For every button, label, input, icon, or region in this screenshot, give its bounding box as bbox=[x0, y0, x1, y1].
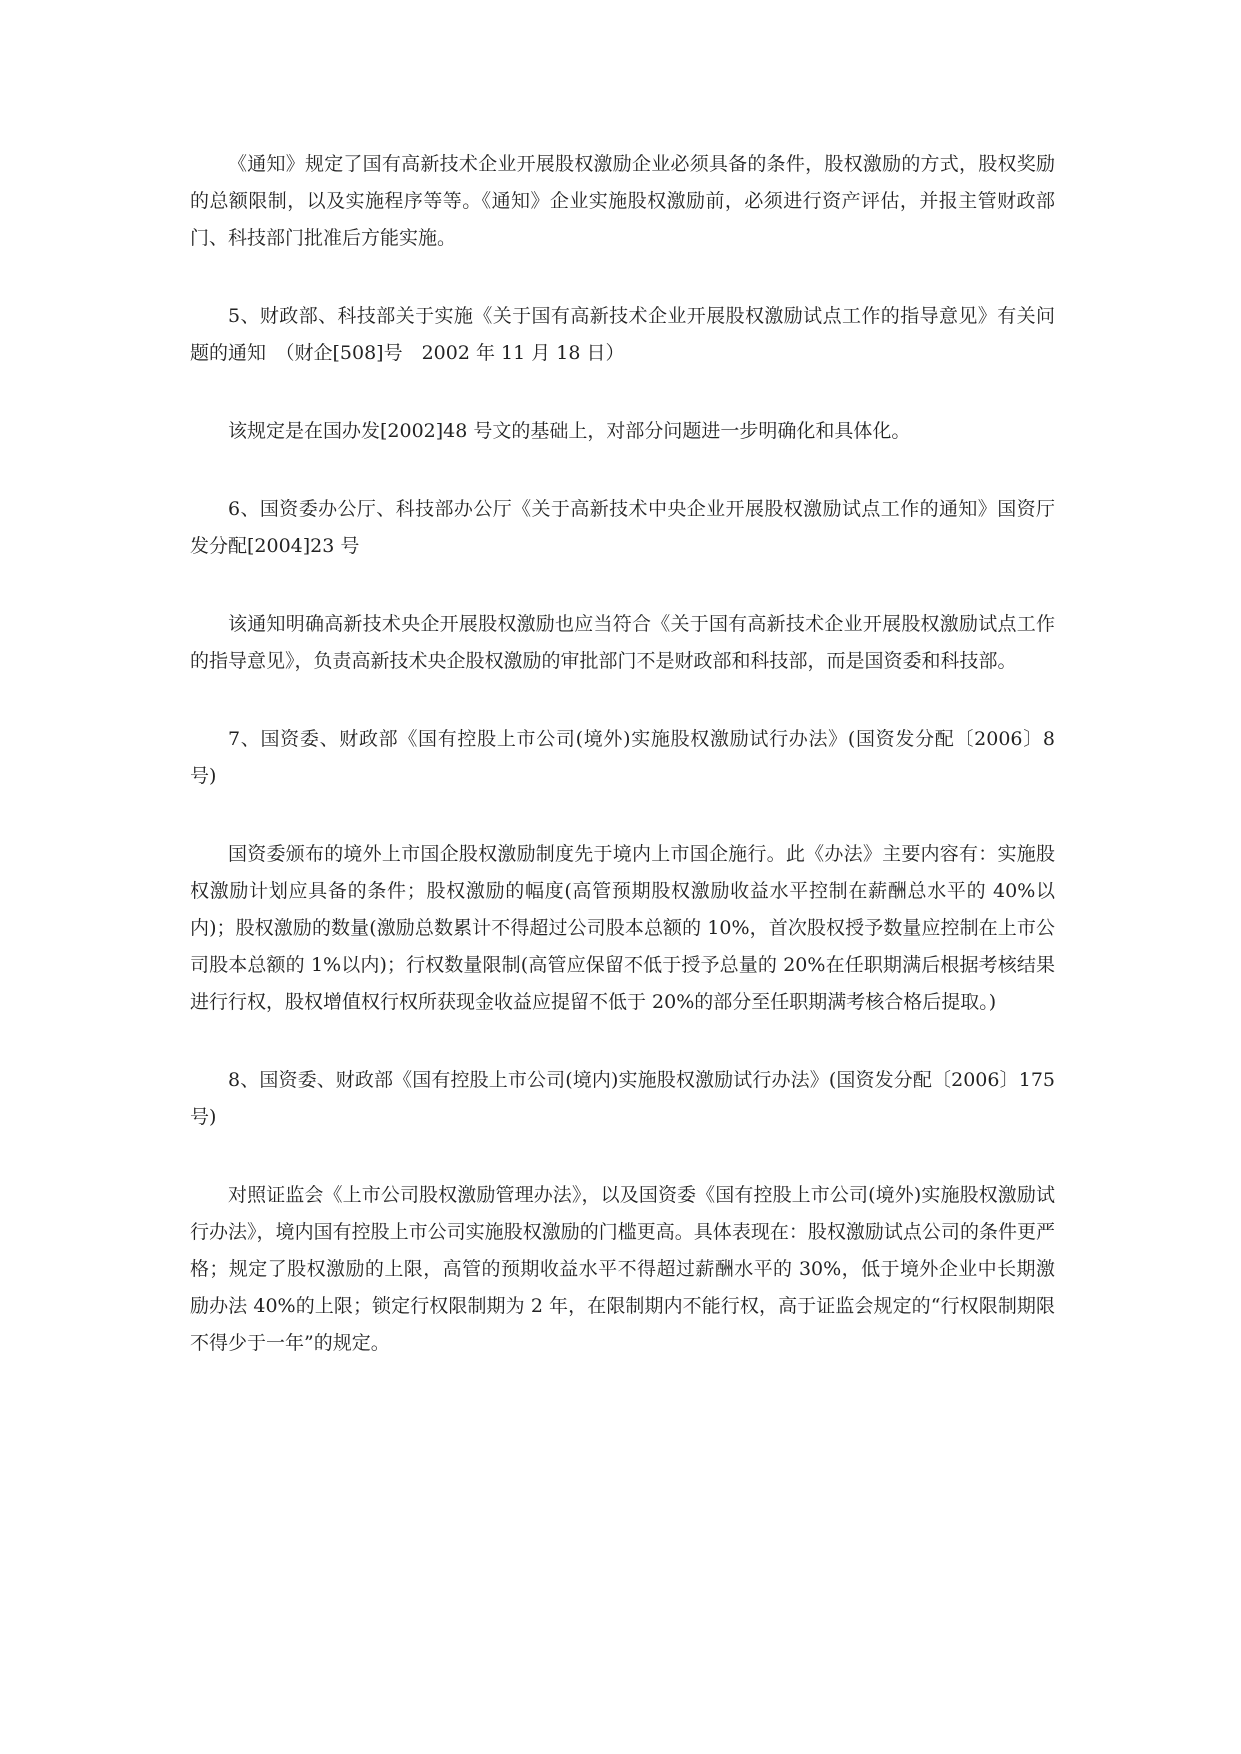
paragraph-gap bbox=[190, 257, 1055, 298]
document-body bbox=[190, 146, 1055, 1362]
paragraph-item-5-body: 该规定是在国办发[2002]48 号文的基础上，对部分问题进一步明确化和具体化。 bbox=[228, 420, 911, 442]
paragraph-item-5-heading: 5、财政部、科技部关于实施《关于国有高新技术企业开展股权激励试点工作的指导意见》有关问题的通知 （财企[508]号 2002 年 11 月 18 日） bbox=[190, 305, 1055, 364]
paragraph-item-6-heading: 6、国资委办公厅、科技部办公厅《关于高新技术中央企业开展股权激励试点工作的通知》国资厅发分配[2004]23 号 bbox=[190, 498, 1055, 557]
paragraph-gap bbox=[190, 450, 1055, 491]
paragraph-gap bbox=[190, 1136, 1055, 1177]
paragraph-item-8-body: 对照证监会《上市公司股权激励管理办法》，以及国资委《国有控股上市公司(境外)实施股权激励试行办法》，境内国有控股上市公司实施股权激励的门槛更高。具体表现在：股权激励试点公司的条件更严格；规定了股权激励的上限，高管的预期收益水平不得超过薪酬水平的 30%，低于境外企业中长期激励办法 40%的上限；锁定行权限制期为 2 年，在限制期内不能行权，高于证监会规定的“行权限制期限不得少于一年”的规定。 bbox=[190, 1184, 1055, 1354]
paragraph-notice-conditions: 《通知》规定了国有高新技术企业开展股权激励企业必须具备的条件，股权激励的方式，股权奖励的总额限制，以及实施程序等等。《通知》企业实施股权激励前，必须进行资产评估，并报主管财政部门、科技部门批准后方能实施。 bbox=[190, 153, 1055, 249]
paragraph-gap bbox=[190, 372, 1055, 413]
paragraph-item-7-body: 国资委颁布的境外上市国企股权激励制度先于境内上市国企施行。此《办法》主要内容有：实施股权激励计划应具备的条件；股权激励的幅度(高管预期股权激励收益水平控制在薪酬总水平的 40%以内)；股权激励的数量(激励总数累计不得超过公司股本总额的 10%，首次股权授予数量应控制在上市公司股本总额的 1%以内)；行权数量限制(高管应保留不低于授予总量的 20%在任职期满后根据考核结果进行行权，股权增值权行权所获现金收益应提留不低于 20%的部分至任职期满考核合格后提取。) bbox=[190, 843, 1055, 1013]
paragraph-gap bbox=[190, 1021, 1055, 1062]
paragraph-item-6-body: 该通知明确高新技术央企开展股权激励也应当符合《关于国有高新技术企业开展股权激励试点工作的指导意见》，负责高新技术央企股权激励的审批部门不是财政部和科技部，而是国资委和科技部。 bbox=[190, 613, 1055, 672]
paragraph-gap bbox=[190, 565, 1055, 606]
paragraph-gap bbox=[190, 795, 1055, 836]
paragraph-item-8-heading: 8、国资委、财政部《国有控股上市公司(境内)实施股权激励试行办法》(国资发分配〔2006〕175 号) bbox=[190, 1069, 1055, 1128]
paragraph-gap bbox=[190, 680, 1055, 721]
paragraph-item-7-heading: 7、国资委、财政部《国有控股上市公司(境外)实施股权激励试行办法》(国资发分配〔2006〕8 号) bbox=[190, 728, 1055, 787]
